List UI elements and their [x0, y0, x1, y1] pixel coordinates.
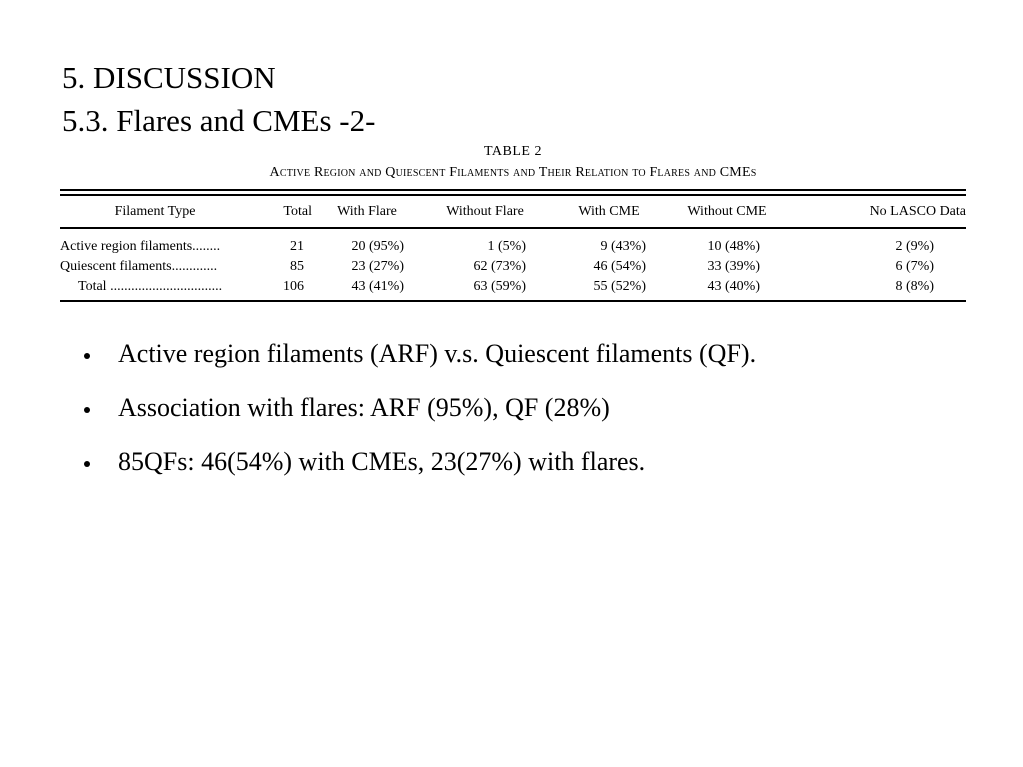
cell-without-flare: 62 (73%): [473, 259, 526, 274]
cell-filament-type: Quiescent filaments.............: [60, 259, 218, 274]
cell-with-flare: 20 (95%): [351, 239, 404, 254]
cell-no-lasco-data: 8 (8%): [895, 279, 934, 294]
cell-with-cme: 9 (43%): [600, 239, 646, 254]
bullet-item: [84, 391, 756, 445]
section-heading: 5. DISCUSSION: [62, 60, 276, 95]
column-header-total: Total: [283, 203, 312, 219]
bullet-item: [84, 337, 756, 391]
bullet-dot-icon: [84, 461, 90, 467]
cell-without-flare: 63 (59%): [473, 279, 526, 294]
bullet-item: [84, 445, 756, 499]
bullet-text: Association with flares: ARF (95%), QF (28%): [118, 393, 610, 422]
bullet-list: [84, 337, 756, 499]
subsection-heading: 5.3. Flares and CMEs -2-: [62, 103, 376, 138]
column-header-no-lasco-data: No LASCO Data: [869, 203, 966, 219]
table-row: [60, 257, 966, 277]
bullet-text: 85QFs: 46(54%) with CMEs, 23(27%) with flares.: [118, 447, 646, 476]
cell-total: 106: [283, 279, 304, 294]
cell-without-cme: 43 (40%): [707, 279, 760, 294]
filament-table: [60, 196, 966, 297]
table-row: [60, 227, 966, 257]
table-bottom-rule: [60, 300, 966, 302]
cell-without-flare: 1 (5%): [487, 239, 526, 254]
cell-with-flare: 23 (27%): [351, 259, 404, 274]
table-header-row: [60, 196, 966, 227]
cell-with-cme: 46 (54%): [593, 259, 646, 274]
table-number: TABLE 2: [484, 144, 542, 159]
table-subtitle: Active Region and Quiescent Filaments and Their Relation to Flares and CMEs: [269, 165, 757, 180]
column-header-filament-type: Filament Type: [114, 203, 196, 219]
column-header-with-cme: With CME: [578, 203, 640, 219]
column-header-with-flare: With Flare: [337, 203, 397, 219]
cell-filament-type: Active region filaments........: [60, 239, 221, 254]
bullet-dot-icon: [84, 407, 90, 413]
slide-title: [62, 56, 375, 142]
cell-with-flare: 43 (41%): [351, 279, 404, 294]
table-top-rule: [60, 189, 966, 191]
cell-with-cme: 55 (52%): [593, 279, 646, 294]
cell-without-cme: 10 (48%): [707, 239, 760, 254]
bullet-text: Active region filaments (ARF) v.s. Quiescent filaments (QF).: [118, 339, 757, 368]
cell-filament-type: Total ................................: [78, 279, 223, 294]
cell-no-lasco-data: 2 (9%): [895, 239, 934, 254]
column-header-without-flare: Without Flare: [446, 203, 524, 219]
cell-no-lasco-data: 6 (7%): [895, 259, 934, 274]
cell-total: 85: [290, 259, 304, 274]
column-header-without-cme: Without CME: [687, 203, 767, 219]
cell-without-cme: 33 (39%): [707, 259, 760, 274]
bullet-dot-icon: [84, 353, 90, 359]
table-row: [60, 277, 966, 297]
cell-total: 21: [290, 239, 304, 254]
